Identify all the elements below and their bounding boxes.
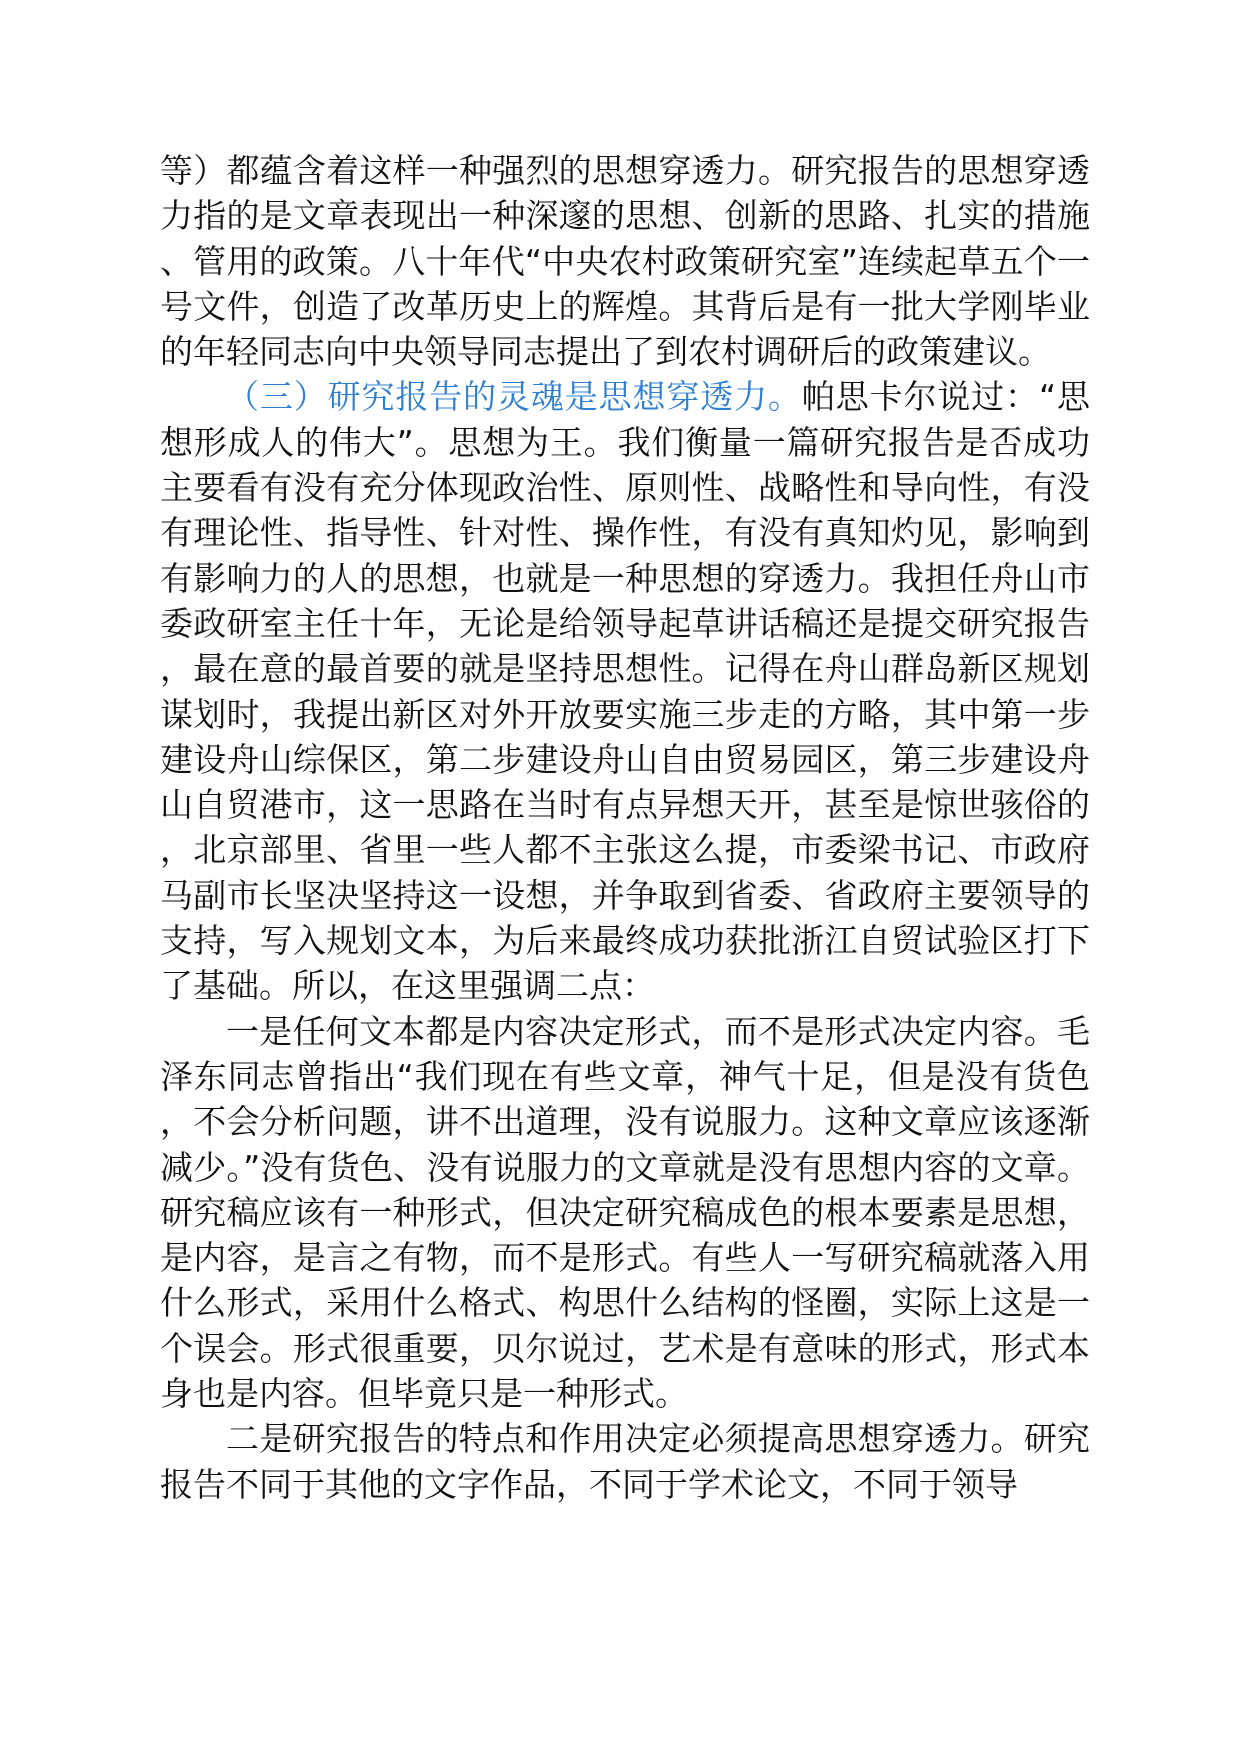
- paragraph-point-one: [160, 1009, 1090, 1417]
- paragraph-text: 帕思卡尔说过：“思想形成人的伟大”。思想为王。我们衡量一篇研究报告是否成功主要看有没有充分体现政治性、原则性、战略性和导向性，有没有理论性、指导性、针对性、操作性，有没有真知灼见，影响到有影响力的人的思想，也就是一种思想的穿透力。我担任舟山市委政研室主任十年，无论是给领导起草讲话稿还是提交研究报告，最在意的最首要的就是坚持思想性。记得在舟山群岛新区规划谋划时，我提出新区对外开放要实施三步走的方略，其中第一步建设舟山综保区，第二步建设舟山自由贸易园区，第三步建设舟山自贸港市，这一思路在当时有点异想天开，甚至是惊世骇俗的，北京部里、省里一些人都不主张这么提，市委梁书记、市政府马副市长坚决坚持这一设想，并争取到省委、省政府主要领导的支持，写入规划文本，为后来最终成功获批浙江自贸试验区打下了基础。所以，在这里强调二点：: [160, 377, 1090, 1006]
- paragraph-text: 等）都蕴含着这样一种强烈的思想穿透力。研究报告的思想穿透力指的是文章表现出一种深邃的思想、创新的思路、扎实的措施、管用的政策。八十年代“中央农村政策研究室”连续起草五个一号文件，创造了改革历史上的辉煌。其背后是有一批大学刚毕业的年轻同志向中央领导同志提出了到农村调研后的政策建议。: [160, 151, 1090, 372]
- paragraph-continuation: [160, 148, 1090, 374]
- section-heading: （三）研究报告的灵魂是思想穿透力。: [226, 377, 802, 417]
- document-page: [160, 148, 1090, 1507]
- paragraph-point-two: [160, 1416, 1090, 1507]
- paragraph-text: 二是研究报告的特点和作用决定必须提高思想穿透力。研究报告不同于其他的文字作品，不同于学术论文，不同于领导: [160, 1419, 1090, 1504]
- paragraph-text: 一是任何文本都是内容决定形式，而不是形式决定内容。毛泽东同志曾指出“我们现在有些文章，神气十足，但是没有货色，不会分析问题，讲不出道理，没有说服力。这种文章应该逐渐减少。”没有货色、没有说服力的文章就是没有思想内容的文章。研究稿应该有一种形式，但决定研究稿成色的根本要素是思想，是内容，是言之有物，而不是形式。有些人一写研究稿就落入用什么形式，采用什么格式、构思什么结构的怪圈，实际上这是一个误会。形式很重要，贝尔说过，艺术是有意味的形式，形式本身也是内容。但毕竟只是一种形式。: [160, 1011, 1090, 1414]
- paragraph-section-three: [160, 374, 1090, 1008]
